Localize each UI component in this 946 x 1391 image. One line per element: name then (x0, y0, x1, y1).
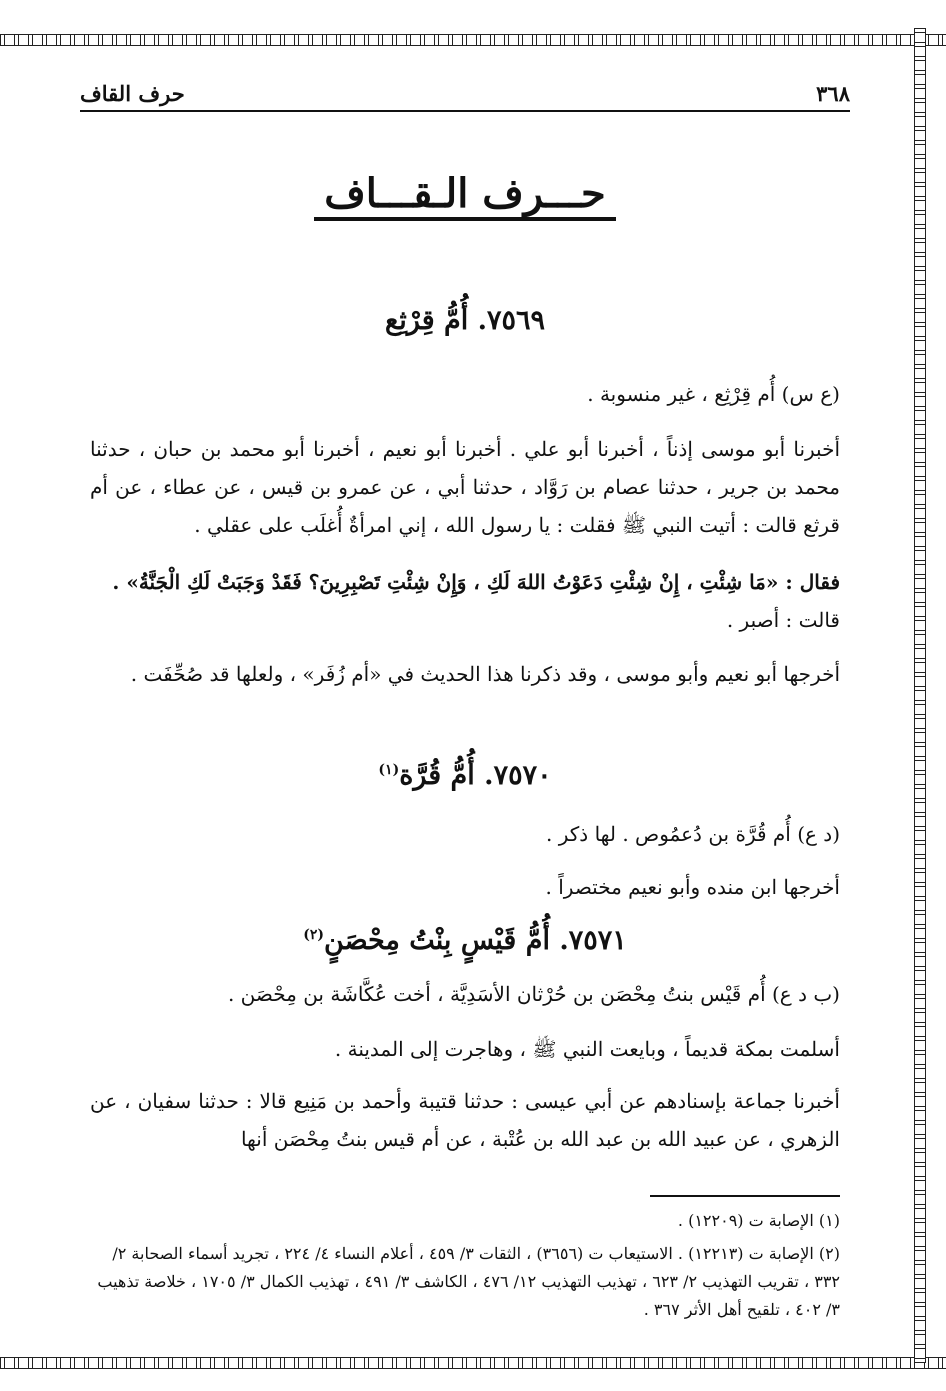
chapter-title: حـــرف الـقـــاف (40, 170, 890, 217)
entry-7570-intro: (د ع) أُم قُرَّة بن دُعمُوص . لها ذكر . (546, 822, 840, 846)
entry-7569-isnad: أخبرنا أبو موسى إذناً ، أخبرنا أبو علي . أخبرنا أبو نعيم ، أخبرنا أبو محمد بن حبان ، حدثنا محمد بن جرير ، حدثنا عصام بن رَوَّاد ، حدثنا أبي ، عن عمرو بن قيس ، عن عطاء ، عن أم قرثع قالت : أتيت النبي ﷺ فقلت : يا رسول الله ، إني امرأةٌ أُغلَب على عقلي . (90, 437, 841, 537)
entry-7569-note: أخرجها أبو نعيم وأبو موسى ، وقد ذكرنا هذا الحديث في «أم زُفَر» ، ولعلها قد صُحِّفَت . (130, 662, 840, 686)
entry-7569-hadith: فقال : «مَا شِئْتِ ، إِنْ شِئْتِ دَعَوْتُ اللهَ لَكِ ، وَإِنْ شِئْتِ تَصْبِرِينَ؟ فَقَدْ وَجَبَتْ لَكِ الْجَنَّةُ» . (112, 570, 840, 594)
entry-7569-intro: (ع س) أُم قِرْثِع ، غير منسوبة . (587, 382, 840, 406)
entry-7570-note: أخرجها ابن منده وأبو نعيم مختصراً . (545, 875, 840, 899)
footnote-1: (١) الإصابة ت (١٢٢٠٩) . (677, 1211, 840, 1230)
footnote-rule (650, 1195, 840, 1197)
page (40, 30, 890, 1360)
running-title: حرف القاف (80, 81, 185, 106)
footnote-mark-2: (٢) (303, 927, 325, 943)
entry-7571-bio: أسلمت بمكة قديماً ، وبايعت النبي ﷺ ، وهاجرت إلى المدينة . (334, 1037, 840, 1061)
entry-7569-reply: قالت : أصبر . (726, 608, 840, 632)
right-border (914, 28, 926, 1363)
entry-7571-isnad: أخبرنا جماعة بإسنادهم عن أبي عيسى : حدثنا قتيبة وأحمد بن مَنِيع قالا : حدثنا سفيان ، عن الزهري ، عن عبيد الله بن عبد الله بن عُتْبة ، عن أم قيس بنتُ مِحْصَن أنها (90, 1089, 840, 1151)
running-header (80, 70, 850, 112)
entry-title-7571: ٧٥٧١. أُمُّ قَيْسٍ بِنْتُ مِحْصَنٍ$^{(٢)}$ (303, 925, 627, 956)
footnote-mark-1: (١) (378, 762, 400, 778)
entry-title-7569: ٧٥٦٩. أُمُّ قِرْثِع (384, 305, 546, 336)
entry-title-7570: ٧٥٧٠. أُمُّ قُرَّة$^{(١)}$ (378, 760, 552, 791)
page-number: ٣٦٨ (816, 81, 850, 106)
entry-7571-intro: (ب د ع) أُم قَيْس بنتُ مِحْصَن بن حُرْثان الأسَدِيَّة ، أخت عُكَّاشَة بن مِحْصَن . (227, 982, 840, 1006)
footnote-2: (٢) الإصابة ت (١٢٢١٣) . الاستيعاب ت (٣٦٥٦) ، الثقات ٣/ ٤٥٩ ، أعلام النساء ٤/ ٢٢٤ ، تجريد أسماء الصحابة ٢/ ٣٣٢ ، تقريب التهذيب ٢/ ٦٢٣ ، تهذيب التهذيب ١٢/ ٤٧٦ ، الكاشف ٣/ ٤٩١ ، تهذيب الكمال ٣/ ١٧٠٥ ، خلاصة تذهيب ٣/ ٤٠٢ ، تلقيح أهل الأثر ٣٦٧ . (97, 1244, 840, 1319)
